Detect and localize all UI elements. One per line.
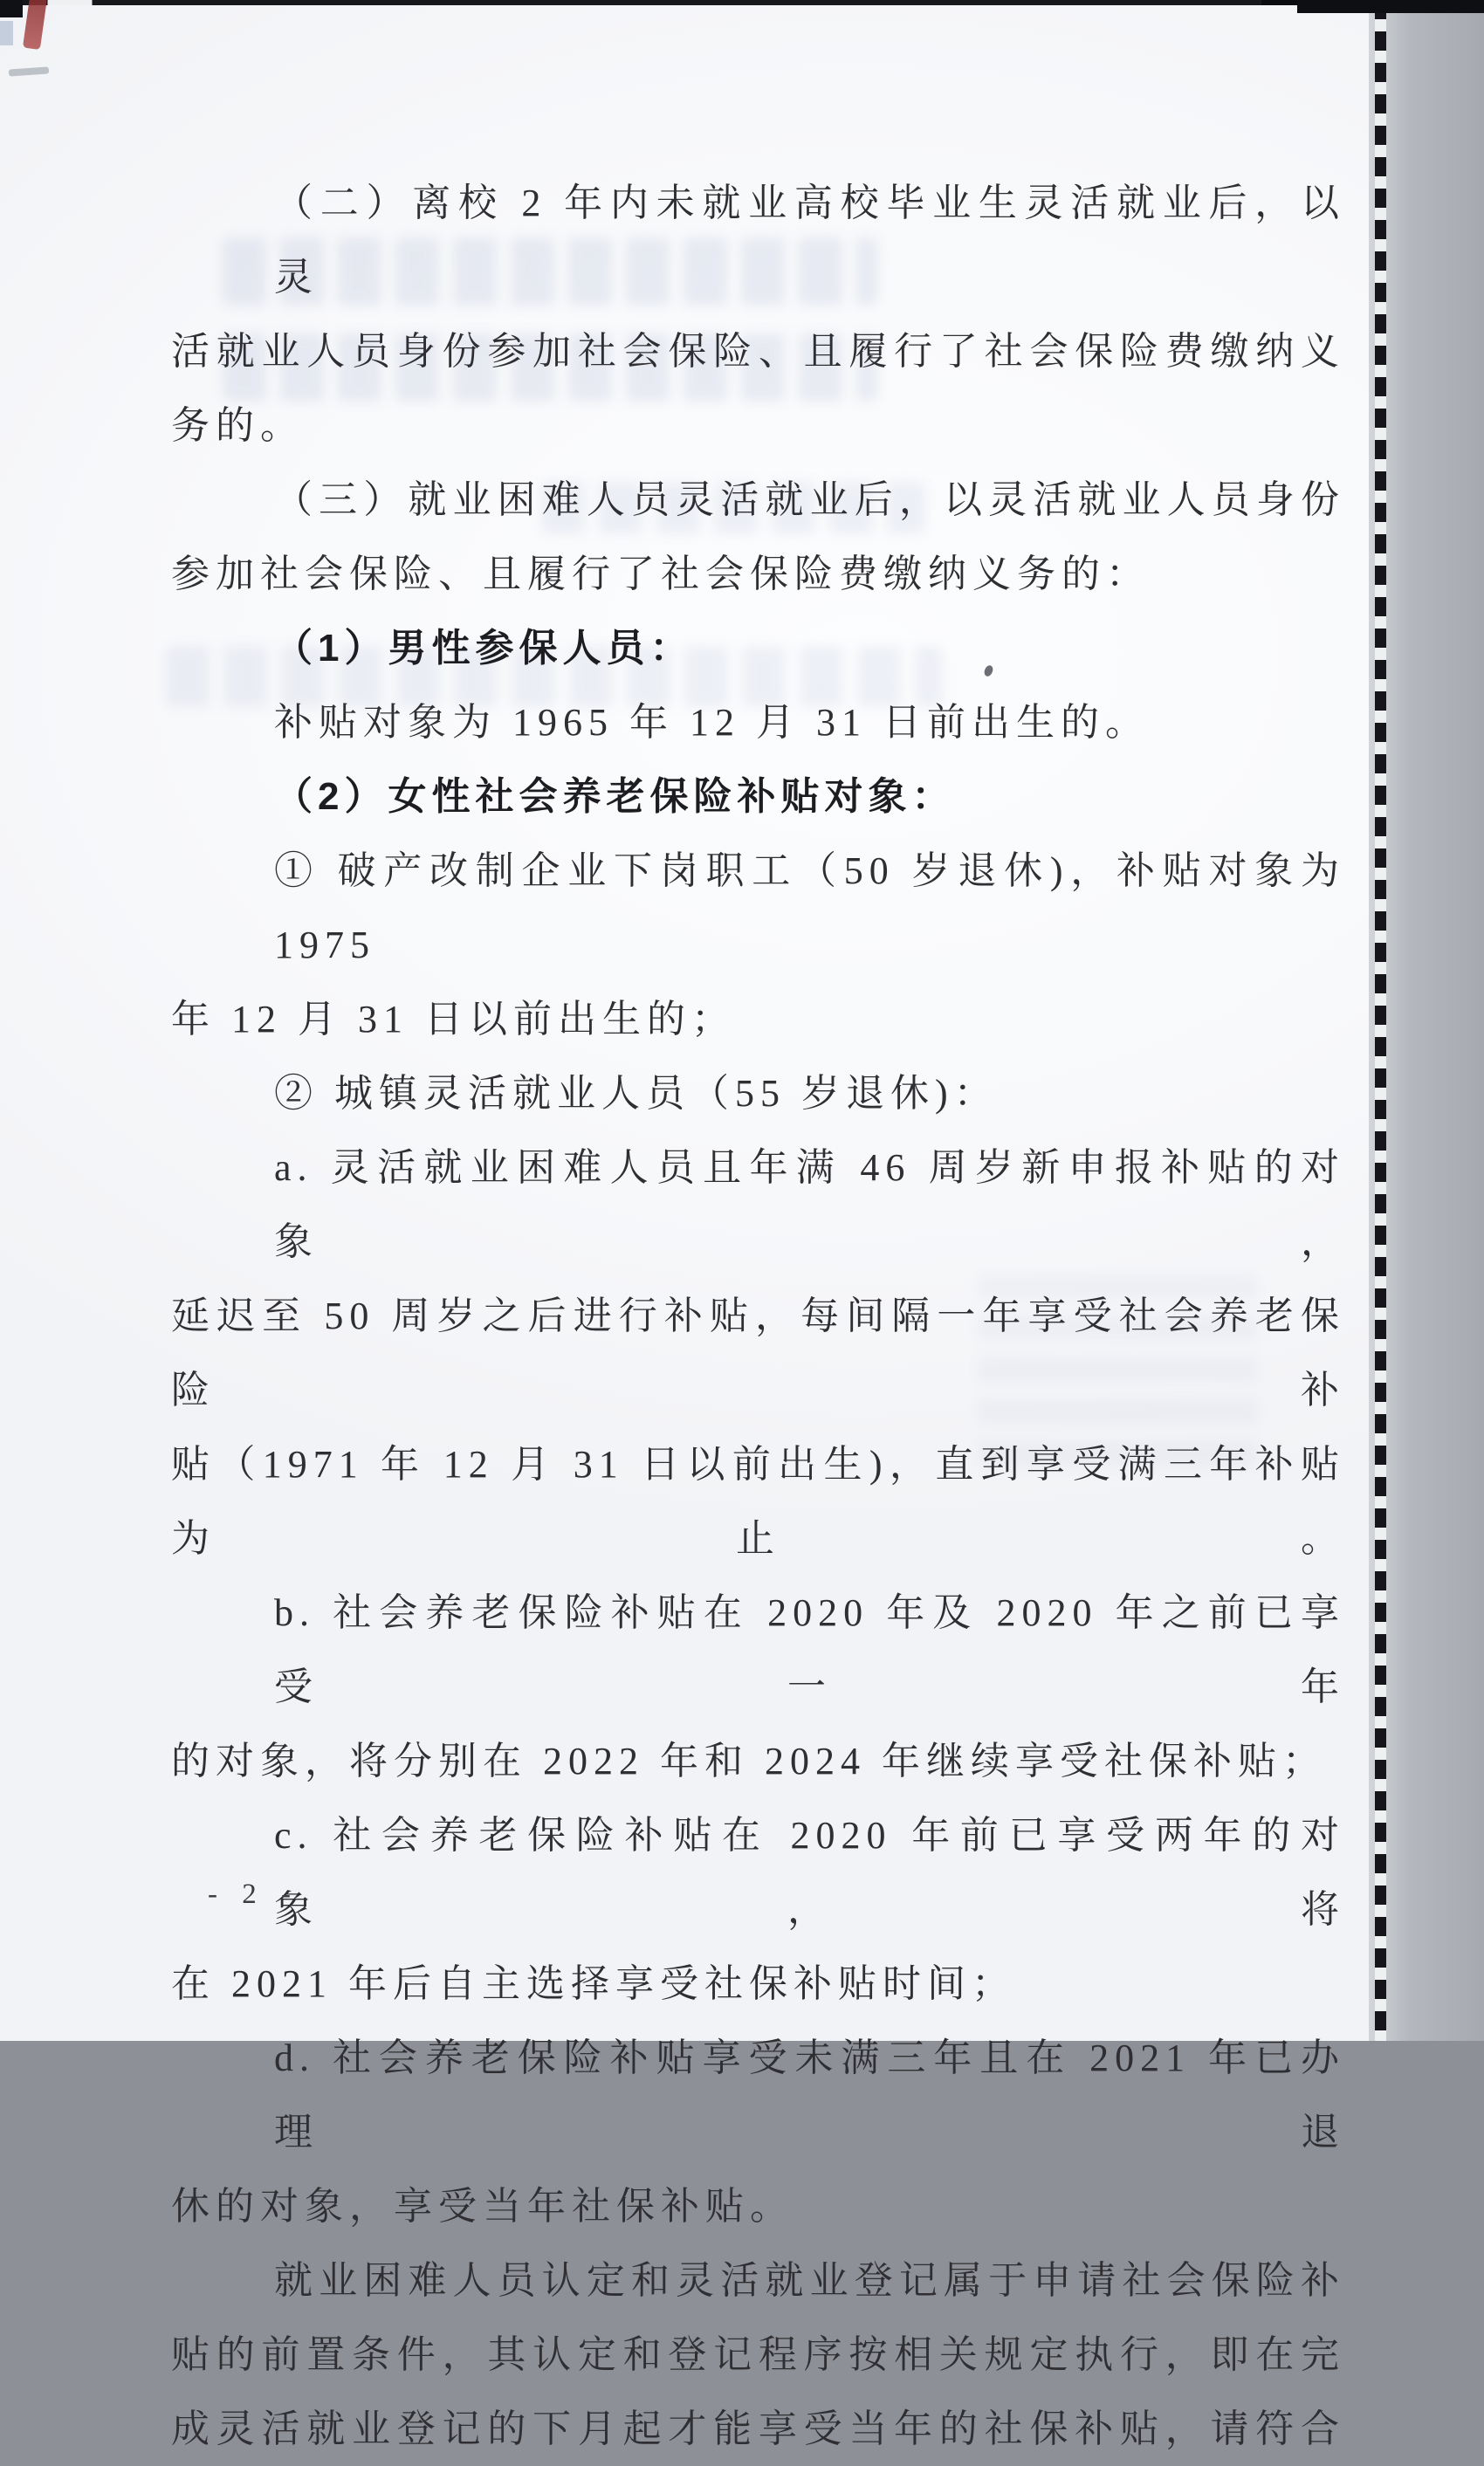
text-line: 成灵活就业登记的下月起才能享受当年的社保补贴，请符合	[171, 2408, 1345, 2450]
text-line: 延迟至 50 周岁之后进行补贴，每间隔一年享受社会养老保险补	[171, 1295, 1345, 1412]
page-number: - 2 -	[208, 1879, 299, 1910]
text-line: 贴的前置条件，其认定和登记程序按相关规定执行，即在完	[171, 2333, 1345, 2376]
text-line: 的对象，将分别在 2022 年和 2024 年继续享受社保补贴；	[171, 1740, 1327, 1783]
text-line: 活就业人员身份参加社会保险、且履行了社会保险费缴纳义	[171, 330, 1345, 373]
text-line: 休的对象，享受当年社保补贴。	[171, 2185, 794, 2228]
text-line: （二）离校 2 年内未就业高校毕业生灵活就业后，以灵	[274, 182, 1345, 299]
page-edge-chip	[0, 21, 13, 45]
text-line: a. 灵活就业困难人员且年满 46 周岁新申报补贴的对象，	[274, 1146, 1345, 1263]
text-line: 在 2021 年后自主选择享受社保补贴时间；	[171, 1962, 1016, 2005]
text-line: ① 破产改制企业下岗职工（50 岁退休)，补贴对象为 1975	[274, 849, 1345, 966]
scan-edge-top	[0, 0, 1484, 5]
text-line: d. 社会养老保险补贴享受未满三年且在 2021 年已办理退	[274, 2037, 1345, 2153]
page-edge-dashed-line	[1375, 0, 1386, 2041]
text-line: 就业困难人员认定和灵活就业登记属于申请社会保险补	[274, 2259, 1345, 2302]
text-line: 务的。	[171, 404, 305, 447]
text-line: 年 12 月 31 日以前出生的；	[171, 998, 736, 1041]
red-pen-mark	[23, 0, 47, 50]
text-line: b. 社会养老保险补贴在 2020 年及 2020 年之前已享受一年	[274, 1591, 1345, 1708]
pencil-mark	[9, 66, 49, 76]
document-body	[171, 166, 1345, 2466]
text-line: 补贴对象为 1965 年 12 月 31 日前出生的。	[274, 701, 1150, 744]
scan-corner-top-right	[1297, 0, 1484, 13]
text-line: （1）男性参保人员：	[274, 627, 694, 670]
text-line: c. 社会养老保险补贴在 2020 年前已享受两年的对象，将	[274, 1814, 1345, 1931]
text-line: 参加社会保险、且履行了社会保险费缴纳义务的：	[171, 553, 1151, 595]
text-line: 贴（1971 年 12 月 31 日以前出生)，直到享受满三年补贴为止。	[171, 1443, 1345, 1560]
text-line: （2）女性社会养老保险补贴对象：	[274, 775, 956, 818]
scan-corner-top-left	[0, 0, 23, 17]
text-line: （三）就业困难人员灵活就业后，以灵活就业人员身份	[274, 478, 1345, 521]
text-line: ② 城镇灵活就业人员（55 岁退休)：	[274, 1072, 999, 1115]
